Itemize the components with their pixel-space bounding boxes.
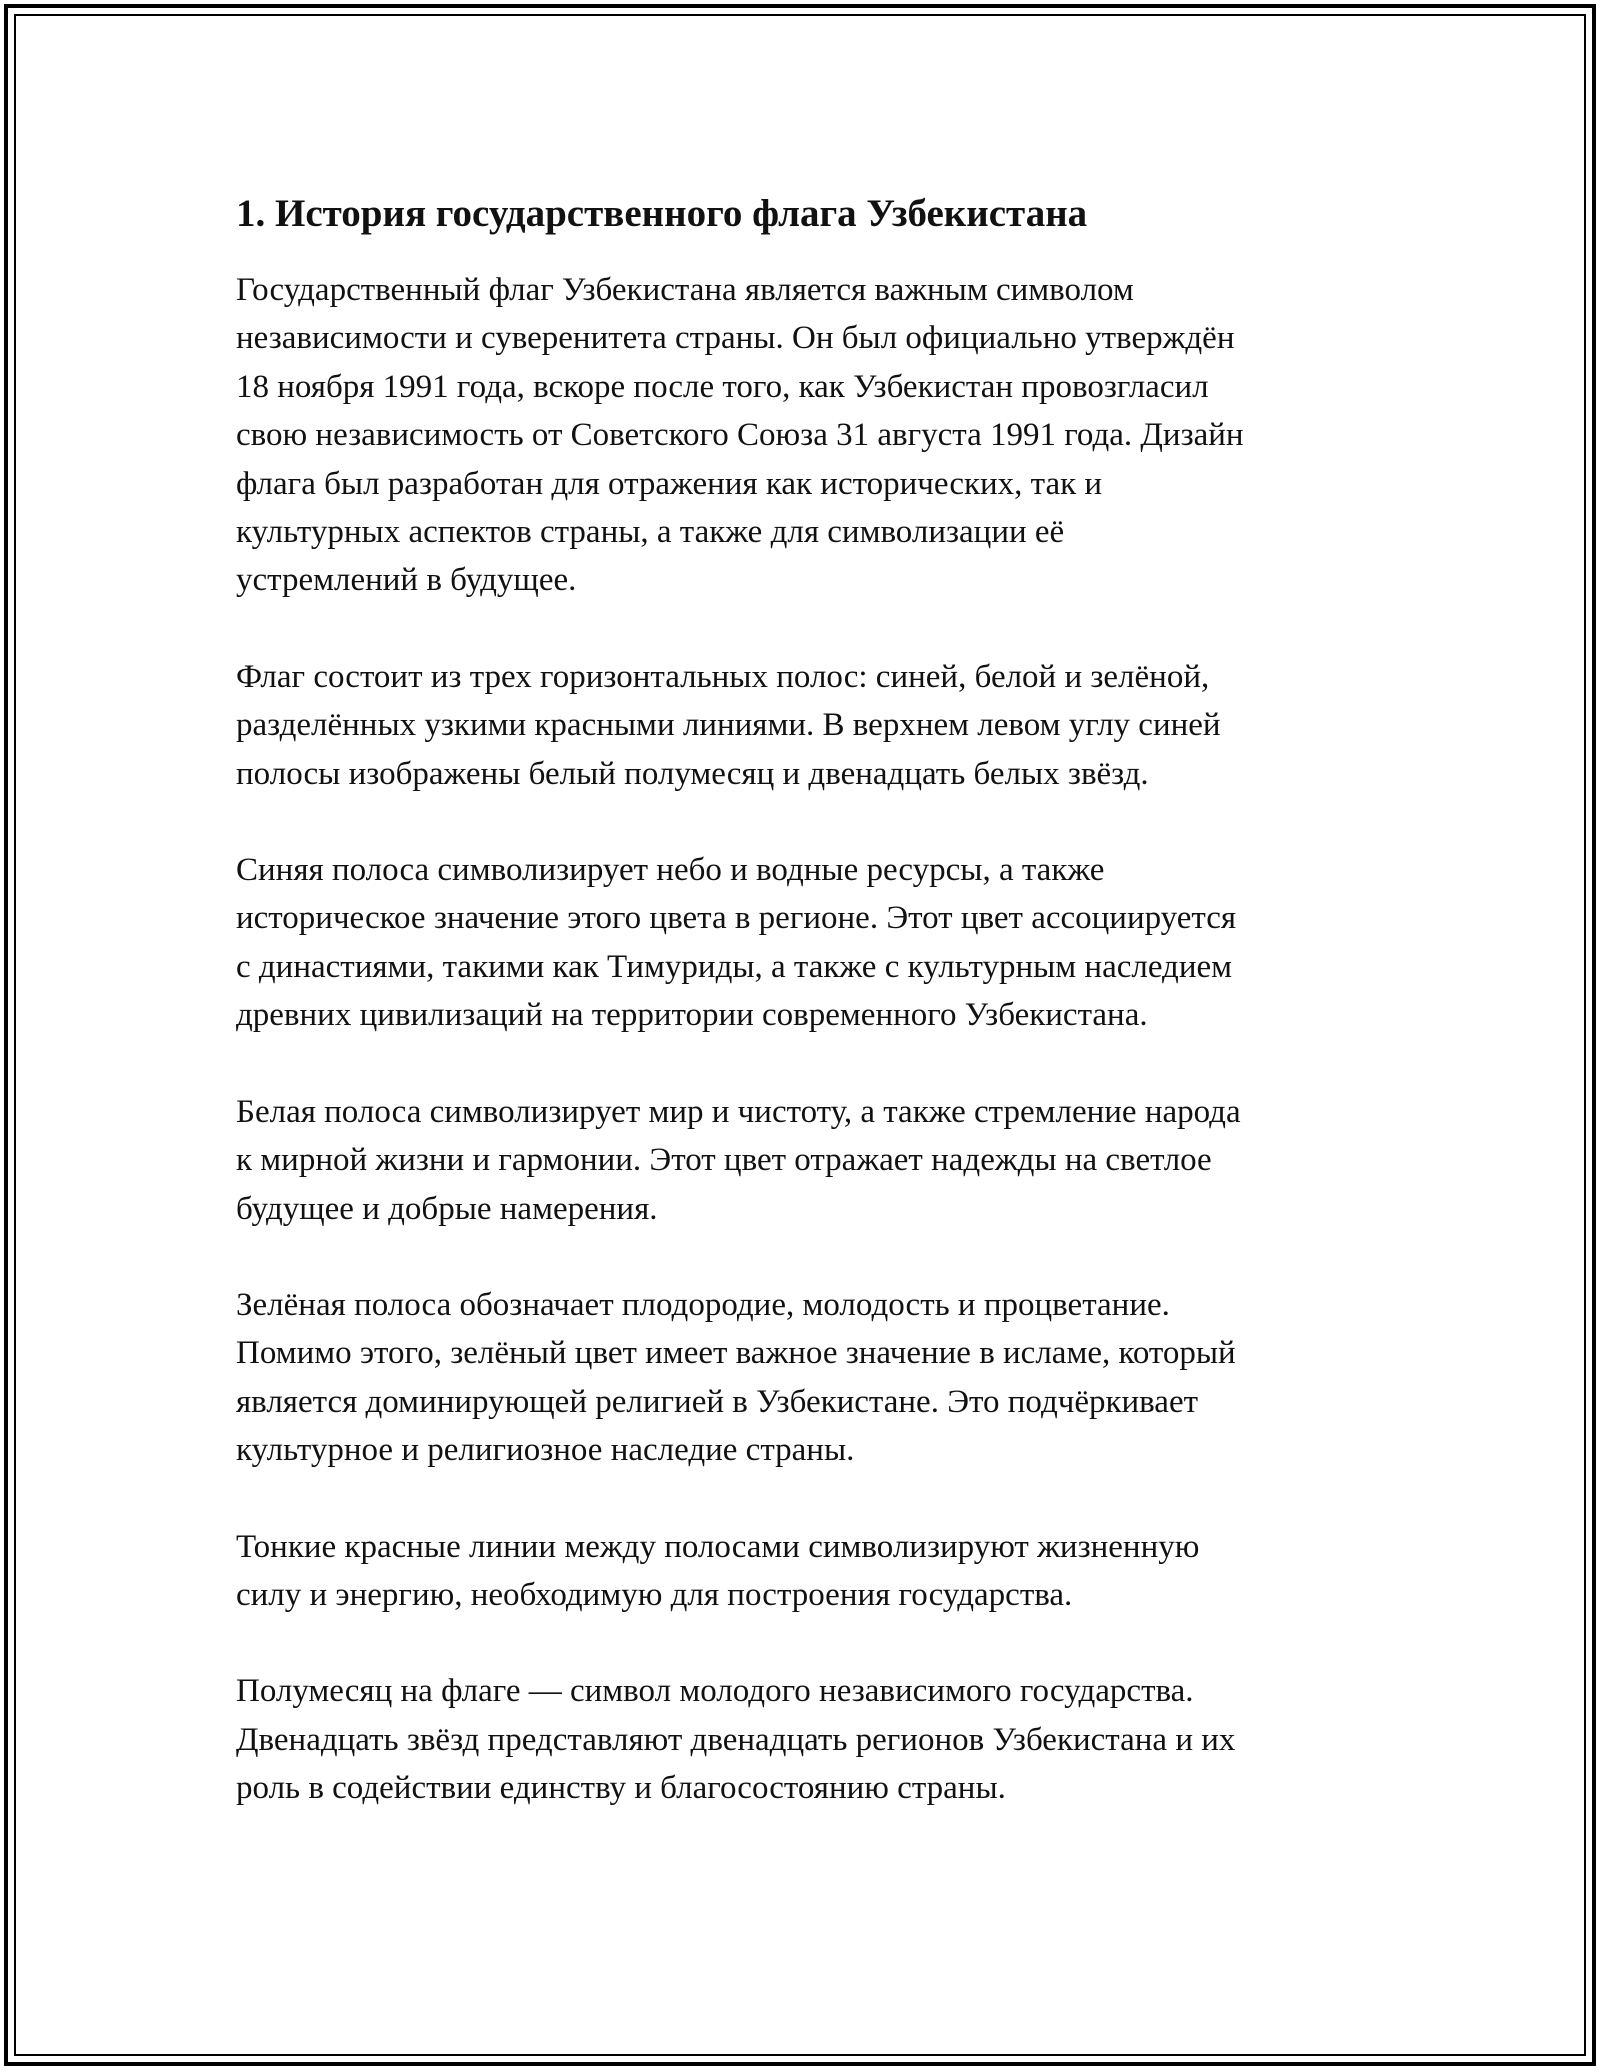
paragraph-red-lines [236, 1523, 1376, 1620]
paragraph-line: силу и энергию, необходимую для построения государства. [236, 1576, 1073, 1613]
paragraph-line: является доминирующей религией в Узбекистане. Это подчёркивает [236, 1383, 1199, 1420]
paragraph-line: устремлений в будущее. [236, 562, 577, 599]
document-body [236, 186, 1376, 1861]
paragraph-line: Двенадцать звёзд представляют двенадцать регионов Узбекистана и их [236, 1721, 1236, 1758]
paragraph-history [236, 266, 1376, 605]
paragraph-line: свою независимость от Советского Союза 31 августа 1991 года. Дизайн [236, 417, 1244, 454]
paragraph-line: Синяя полоса символизирует небо и водные ресурсы, а также [236, 852, 1105, 889]
paragraph-crescent-stars [236, 1667, 1376, 1812]
paragraph-line: флага был разработан для отражения как исторических, так и [236, 465, 1103, 502]
paragraph-line: Полумесяц на флаге — символ молодого независимого государства. [236, 1673, 1194, 1710]
paragraph-line: независимости и суверенитета страны. Он был официально утверждён [236, 320, 1235, 357]
paragraph-green-stripe [236, 1281, 1376, 1475]
paragraph-line: древних цивилизаций на территории современного Узбекистана. [236, 997, 1148, 1034]
paragraph-line: с династиями, такими как Тимуриды, а также с культурным наследием [236, 948, 1233, 985]
paragraph-flag-description [236, 653, 1376, 798]
paragraph-line: полосы изображены белый полумесяц и двенадцать белых звёзд. [236, 755, 1149, 792]
paragraph-line: Белая полоса символизирует мир и чистоту, а также стремление народа [236, 1093, 1241, 1130]
paragraph-line: Помимо этого, зелёный цвет имеет важное значение в исламе, который [236, 1335, 1236, 1372]
paragraph-line: 18 ноября 1991 года, вскоре после того, как Узбекистан провозгласил [236, 368, 1209, 405]
section-heading: 1. История государственного флага Узбекистана [236, 192, 1088, 235]
paragraph-line: будущее и добрые намерения. [236, 1190, 658, 1227]
paragraph-line: разделённых узкими красными линиями. В верхнем левом углу синей [236, 707, 1221, 744]
paragraph-line: культурных аспектов страны, а также для символизации её [236, 514, 1065, 551]
paragraph-blue-stripe [236, 846, 1376, 1040]
paragraph-line: Государственный флаг Узбекистана является важным символом [236, 272, 1134, 308]
paragraph-line: историческое значение этого цвета в регионе. Этот цвет ассоциируется [236, 900, 1237, 937]
paragraph-line: Тонкие красные линии между полосами символизируют жизненную [236, 1528, 1200, 1565]
paragraph-line: Зелёная полоса обозначает плодородие, молодость и процветание. [236, 1286, 1170, 1323]
paragraph-line: Флаг состоит из трех горизонтальных полос: синей, белой и зелёной, [236, 658, 1210, 695]
paragraph-line: роль в содействии единству и благосостоянию страны. [236, 1770, 1006, 1807]
paragraph-line: культурное и религиозное наследие страны. [236, 1432, 855, 1469]
paragraph-line: к мирной жизни и гармонии. Этот цвет отражает надежды на светлое [236, 1142, 1212, 1179]
paragraph-white-stripe [236, 1088, 1376, 1233]
